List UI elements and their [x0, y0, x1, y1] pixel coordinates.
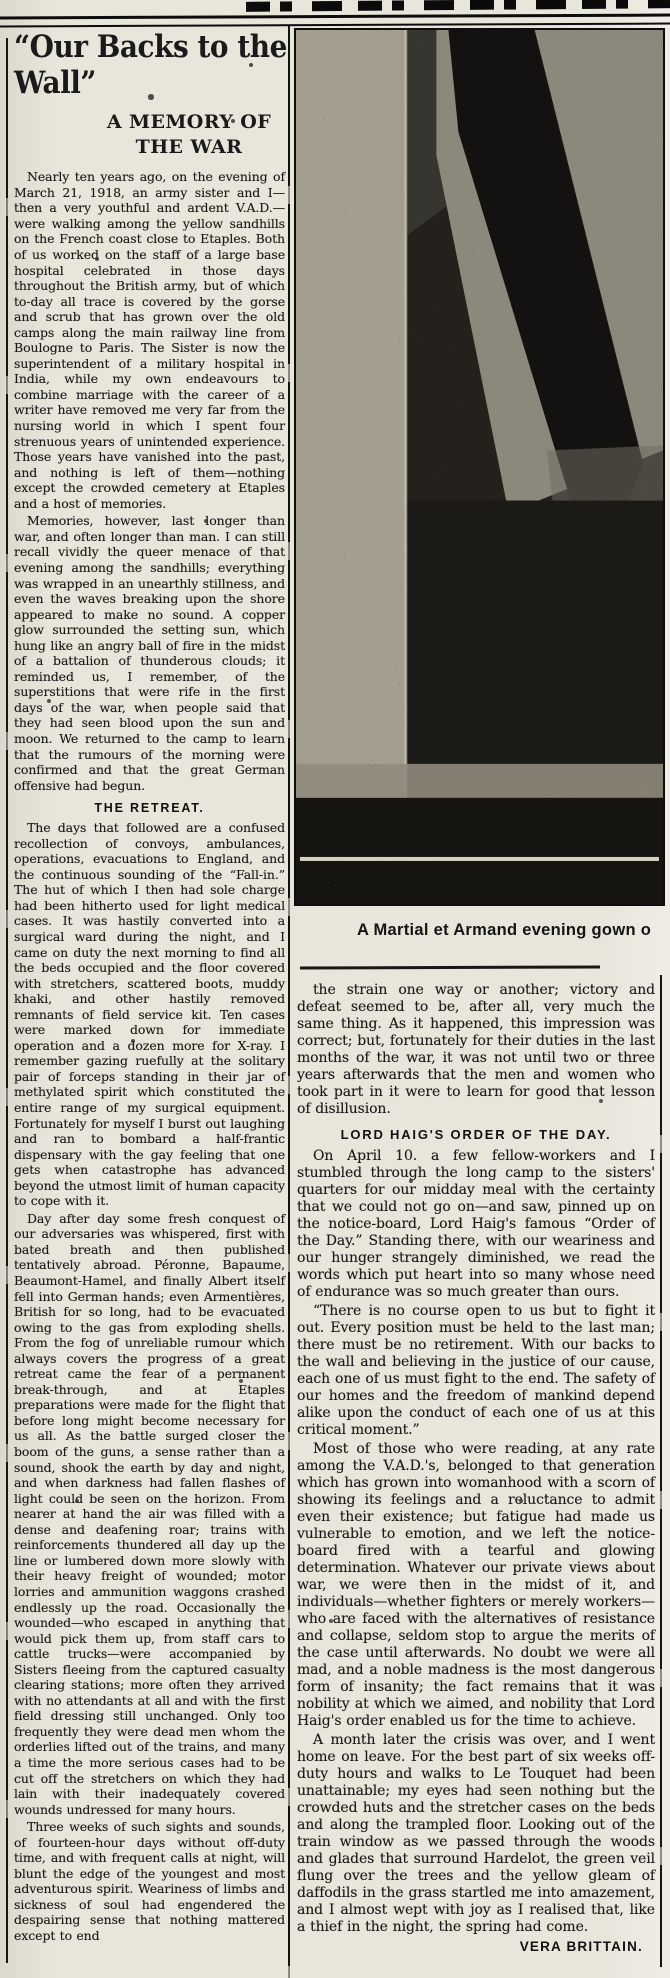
article-subtitle-line-2: THE WAR	[135, 135, 243, 158]
paragraph-haig-quote: “There is no course open to us but to fight it out. Every position must be held to the last man; there must be no retirement. With our backs to the wall and believing in the justice of our cause, each one of us must fight to the end. The safety of our homes and the freedom of mankind depend alike upon the conduct of each one of us at this critical moment.”	[297, 1303, 655, 1438]
section-header-haig-order: LORD HAIG'S ORDER OF THE DAY.	[340, 1127, 612, 1142]
article-left-column	[14, 26, 285, 1946]
paragraph-retreat-3: Three weeks of such sights and sounds, of fourteen-hour days without off-duty time, and with frequent calls at night, will blunt the edge of the youngest and most adventurous spirit. Weariness of limbs and sickness of soul had engendered the despairing sense that nothing mattered except to end	[14, 1819, 285, 1943]
gown-photo-image	[296, 30, 663, 904]
paragraph-haig-1: On April 10. a few fellow-workers and I stumbled through the long camp to the sisters' quarters for our midday meal with the certainty that we could not go on—and saw, pinned up on the notice-board, Lord Haig's famous “Order of the Day.” Standing there, with our weariness and our hunger strangely diminished, we read the words which put heart into so many whose need of endurance was so much greater than ours.	[297, 1148, 655, 1300]
scan-ink-specks	[0, 0, 2, 2]
paragraph-continuation: the strain one way or another; victory and defeat seemed to be, after all, very much the same thing. As it happened, this impression was correct; but, fortunately for their duties in the last months of the war, it was not until two or three years afterwards that the men and women who took part in it were to learn for good that lesson of disillusion.	[297, 982, 655, 1117]
photo-caption: A Martial et Armand evening gown o	[357, 921, 652, 939]
paragraph-intro-2: Memories, however, last longer than war, and often longer than man. I can still recall vividly the queer menace of that evening among the sandhills; everything was wrapped in an unearthly stillness, and even the waves breaking upon the shore appeared to make no sound. A copper glow surrounded the setting sun, which hung like an angry ball of fire in the midst of a battalion of thunderous clouds; it reminded us, I remember, of the superstitions that were rife in the first days of the war, when people said that they had seen blood upon the sun and moon. We returned to the camp to learn that the rumours of the morning were confirmed and that the great German offensive had begun.	[14, 513, 285, 793]
article-subtitle	[94, 110, 284, 159]
section-header-retreat: THE RETREAT.	[94, 801, 205, 816]
column-divider-rule	[288, 26, 290, 1978]
paragraph-intro-1: Nearly ten years ago, on the evening of March 21, 1918, an army sister and I—then a very youthful and ardent V.A.D.—were walking among the yellow sandhills on the French coast close to Etaples. Both of us worked on the staff of a large base hospital celebrated in those days throughout the British army, but of which to-day all trace is covered by the gorse and scrub that has grown over the old camps along the main railway line from Boulogne to Paris. The Sister is now the superintendent of a military hospital in India, while my own endeavours to combine marriage with the career of a writer have removed me very far from the nursing world in which I spent four strenuous years of unintended experience. Those years have vanished into the past, and nothing is left of them—nothing except the crowded cemetery at Etaples and a host of memories.	[14, 169, 285, 511]
article-title-line-2: Wall”	[14, 64, 96, 101]
paragraph-retreat-2: Day after day some fresh conquest of our adversaries was whispered, first with bated breath and then published tentatively abroad. Péronne, Bapaume, Beaumont-Hamel, and finally Albert itself fell into German hands; even Armentières, British for so long, had to be evacuated owing to the gas from exploding shells. From the fog of unreliable rumour which always covers the progress of a great retreat came the fear of a permanent break-through, and at Etaples preparations were made for the flight that before long might become necessary for us all. As the battle surged closer the boom of the guns, a sense rather than a sound, shook the earth by day and night, and when darkness had fallen flashes of light could be seen on the horizon. From nearer at hand the air was filled with a dense and deafening roar; trains with reinforcements thundered all day up the line or lumbered down more slowly with their heavy freight of wounded; motor lorries and ammunition waggons crashed endlessly up the road. Occasionally the wounded—who escaped in anything that would pick them up, from staff cars to cattle trucks—were accompanied by Sisters fleeing from the captured casualty clearing stations; more often they arrived with no attendants at all and with the first field dressing still unchanged. Only too frequently they were dead men whom the orderlies lifted out of the trains, and many a time the more serious cases had to be cut off the stretchers on which they had lain with their inadequately covered wounds undressed for many hours.	[14, 1210, 285, 1817]
article-right-column	[297, 982, 655, 1954]
author-signature: VERA BRITTAIN.	[519, 1939, 643, 1954]
paragraph-retreat-1: The days that followed are a confused recollection of convoys, ambulances, operations, evacuations to England, and the continuous sounding of the “Fall-in.” The hut of which I then had sole charge had been hitherto used for light medical cases. It was hastily converted into a surgical ward during the night, and I came on duty the next morning to find all the beds occupied and the floor covered with stretchers, scattered boots, muddy khaki, and other hastily removed remnants of field service kit. Ten cases were marked down for immediate operation and a dozen more for X-ray. I remember gazing ruefully at the solitary pair of forceps standing in their jar of methylated spirit which constituted the entire range of my surgical equipment. Fortunately for myself I burst out laughing and ran to bombard a half-frantic dispensary with the gay feeling that one gets when catastrophe has advanced beyond the utmost limit of human capacity to cope with it.	[14, 820, 285, 1209]
gown-photo	[294, 28, 665, 906]
paragraph-haig-3: A month later the crisis was over, and I went home on leave. For the best part of six weeks off-duty hours and walks to Le Touquet had been unattainable; my eyes had seen nothing but the crowded huts and the stretcher cases on the beds and along the trampled floor. Looking out of the train window as we passed through the woods and glades that surround Hardelot, the green veil flung over the trees and the yellow gleam of daffodils in the grass startled me into amazement, and I almost wept with joy as I realised that, like a thief in the night, the spring had come.	[297, 1732, 655, 1935]
article-title-line-1: “Our Backs to the	[14, 29, 287, 65]
article-title	[14, 30, 285, 102]
paragraph-haig-2: Most of those who were reading, at any rate among the V.A.D.'s, belonged to that generation which has grown into womanhood with a scorn of showing its feelings and a reluctance to admit even their existence; but fatigue had made us vulnerable to emotion, and we left the notice-board fired with a tearful and glowing determination. Whatever our private views about war, we were then in the midst of it, and individuals—whether fighters or merely workers—who are faced with the alternatives of resistance and collapse, seldom stop to argue the merits of the case until afterwards. No doubt we were all mad, and a noble madness is the most dangerous form of insanity; the fact remains that it was nobility at which we aimed, and nobility that Lord Haig's order enabled us for the time to achieve.	[297, 1441, 655, 1729]
masthead-fragment	[246, 0, 670, 12]
right-margin-rule	[660, 975, 662, 1967]
article-subtitle-line-1: A MEMORY OF	[106, 110, 272, 133]
caption-rule	[300, 965, 600, 969]
left-margin-rule	[6, 38, 8, 1963]
